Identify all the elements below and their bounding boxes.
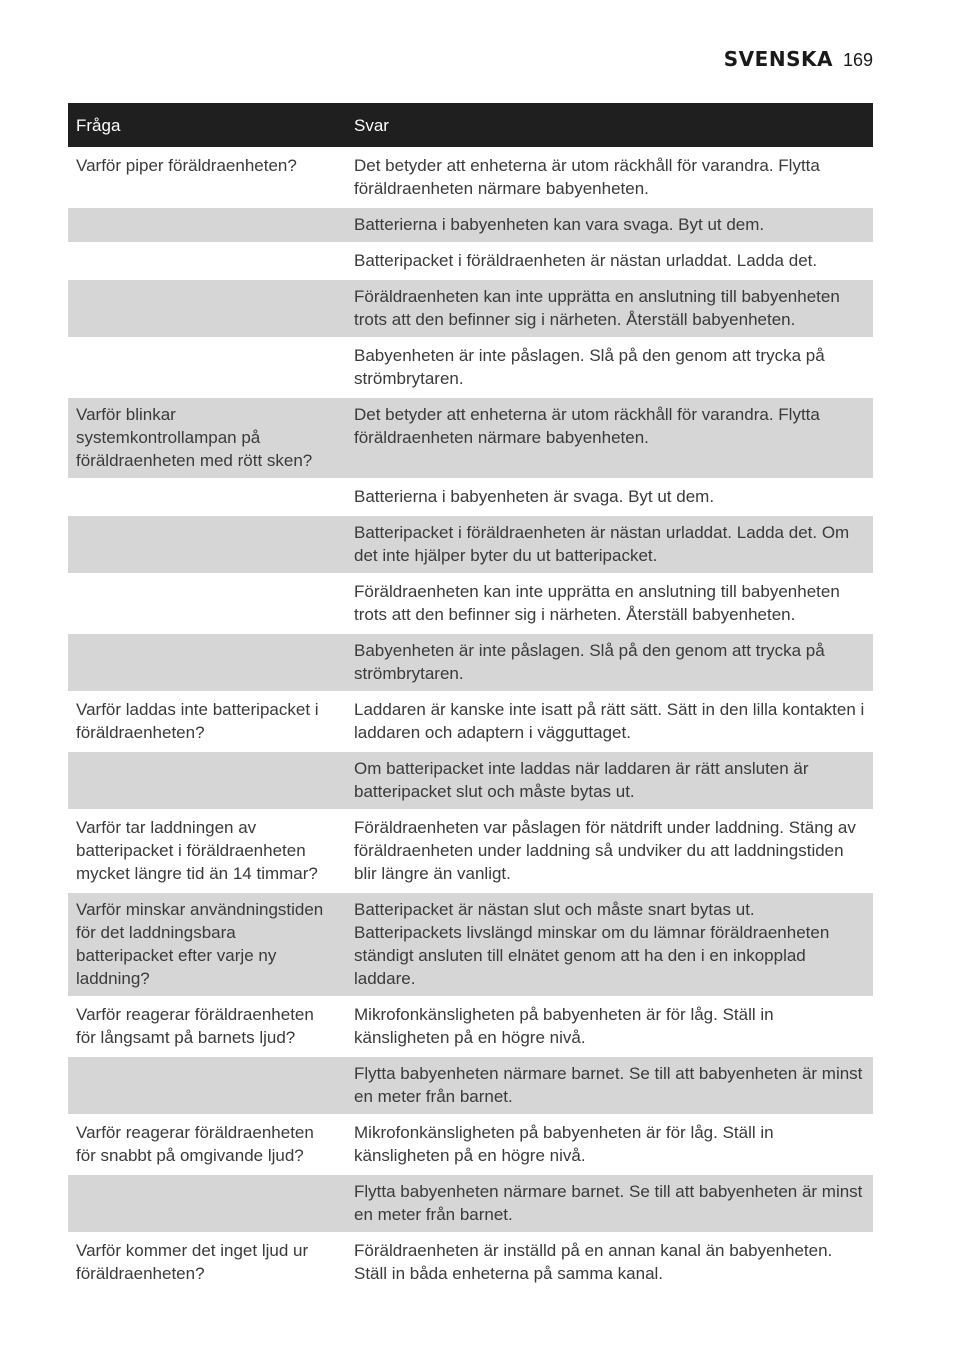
- answer-cell: Mikrofonkänsligheten på babyenheten är för låg. Ställ in känsligheten på en högre nivå.: [345, 997, 873, 1056]
- answer-cell: Batterierna i babyenheten är svaga. Byt ut dem.: [345, 479, 873, 515]
- page-number: 169: [842, 50, 873, 70]
- question-cell: Varför reagerar föräldraenheten för långsamt på barnets ljud?: [68, 997, 345, 1056]
- answer-cell: Föräldraenheten var påslagen för nätdrift under laddning. Stäng av föräldraenheten under laddning så undviker du att laddningstiden blir längre än vanligt.: [345, 810, 873, 892]
- table-row: [68, 243, 873, 279]
- question-cell: Varför kommer det inget ljud ur föräldraenheten?: [68, 1233, 345, 1291]
- table-row: [68, 1056, 873, 1115]
- table-header-row: [68, 103, 873, 148]
- table-row: [68, 574, 873, 633]
- question-cell: [68, 243, 345, 279]
- question-cell: Varför tar laddningen av batteripacket i föräldraenheten mycket längre tid än 14 timmar?: [68, 810, 345, 892]
- question-cell: [68, 1056, 345, 1115]
- table-row: [68, 633, 873, 692]
- question-cell: [68, 1174, 345, 1233]
- answer-cell: Babyenheten är inte påslagen. Slå på den genom att trycka på strömbrytaren.: [345, 338, 873, 397]
- table-row: [68, 515, 873, 574]
- table-row: [68, 692, 873, 751]
- question-cell: [68, 279, 345, 338]
- answer-cell: Babyenheten är inte påslagen. Slå på den genom att trycka på strömbrytaren.: [345, 633, 873, 692]
- question-cell: [68, 751, 345, 810]
- answer-cell: Batteripacket är nästan slut och måste snart bytas ut. Batteripackets livslängd minskar om du lämnar föräldraenheten ständigt ansluten till elnätet genom att ha den i en inkopplad laddare.: [345, 892, 873, 997]
- answer-cell: Det betyder att enheterna är utom räckhåll för varandra. Flytta föräldraenheten närmare babyenheten.: [345, 148, 873, 207]
- table-row: [68, 892, 873, 997]
- table-row: [68, 397, 873, 479]
- question-cell: [68, 338, 345, 397]
- question-cell: [68, 574, 345, 633]
- answer-cell: Flytta babyenheten närmare barnet. Se till att babyenheten är minst en meter från barnet.: [345, 1174, 873, 1233]
- table-row: [68, 1174, 873, 1233]
- question-cell: [68, 633, 345, 692]
- answer-cell: Föräldraenheten kan inte upprätta en anslutning till babyenheten trots att den befinner sig i närheten. Återställ babyenheten.: [345, 279, 873, 338]
- question-cell: Varför laddas inte batteripacket i föräldraenheten?: [68, 692, 345, 751]
- page-header: [724, 47, 873, 71]
- table-row: [68, 279, 873, 338]
- table-row: [68, 751, 873, 810]
- table-row: [68, 207, 873, 243]
- question-cell: Varför reagerar föräldraenheten för snabbt på omgivande ljud?: [68, 1115, 345, 1174]
- answer-cell: Det betyder att enheterna är utom räckhåll för varandra. Flytta föräldraenheten närmare babyenheten.: [345, 397, 873, 479]
- answer-cell: Laddaren är kanske inte isatt på rätt sätt. Sätt in den lilla kontakten i laddaren och adaptern i vägguttaget.: [345, 692, 873, 751]
- faq-table: [68, 103, 873, 1291]
- faq-table-body: [68, 148, 873, 1291]
- answer-cell: Batteripacket i föräldraenheten är nästan urladdat. Ladda det. Om det inte hjälper byter du ut batteripacket.: [345, 515, 873, 574]
- table-row: [68, 479, 873, 515]
- answer-cell: Batteripacket i föräldraenheten är nästan urladdat. Ladda det.: [345, 243, 873, 279]
- section-title: SVENSKA: [723, 47, 833, 71]
- column-header-answer: Svar: [345, 103, 873, 148]
- table-row: [68, 810, 873, 892]
- question-cell: Varför piper föräldraenheten?: [68, 148, 345, 207]
- answer-cell: Föräldraenheten kan inte upprätta en anslutning till babyenheten trots att den befinner sig i närheten. Återställ babyenheten.: [345, 574, 873, 633]
- question-cell: [68, 479, 345, 515]
- answer-cell: Batterierna i babyenheten kan vara svaga. Byt ut dem.: [345, 207, 873, 243]
- question-cell: [68, 515, 345, 574]
- answer-cell: Föräldraenheten är inställd på en annan kanal än babyenheten. Ställ in båda enheterna på samma kanal.: [345, 1233, 873, 1291]
- column-header-question: Fråga: [68, 103, 345, 148]
- question-cell: Varför blinkar systemkontrollampan på föräldraenheten med rött sken?: [68, 397, 345, 479]
- answer-cell: Om batteripacket inte laddas när laddaren är rätt ansluten är batteripacket slut och måste bytas ut.: [345, 751, 873, 810]
- table-row: [68, 1115, 873, 1174]
- table-row: [68, 997, 873, 1056]
- table-row: [68, 148, 873, 207]
- answer-cell: Flytta babyenheten närmare barnet. Se till att babyenheten är minst en meter från barnet.: [345, 1056, 873, 1115]
- answer-cell: Mikrofonkänsligheten på babyenheten är för låg. Ställ in känsligheten på en högre nivå.: [345, 1115, 873, 1174]
- question-cell: [68, 207, 345, 243]
- table-row: [68, 1233, 873, 1291]
- question-cell: Varför minskar användningstiden för det laddningsbara batteripacket efter varje ny laddning?: [68, 892, 345, 997]
- table-row: [68, 338, 873, 397]
